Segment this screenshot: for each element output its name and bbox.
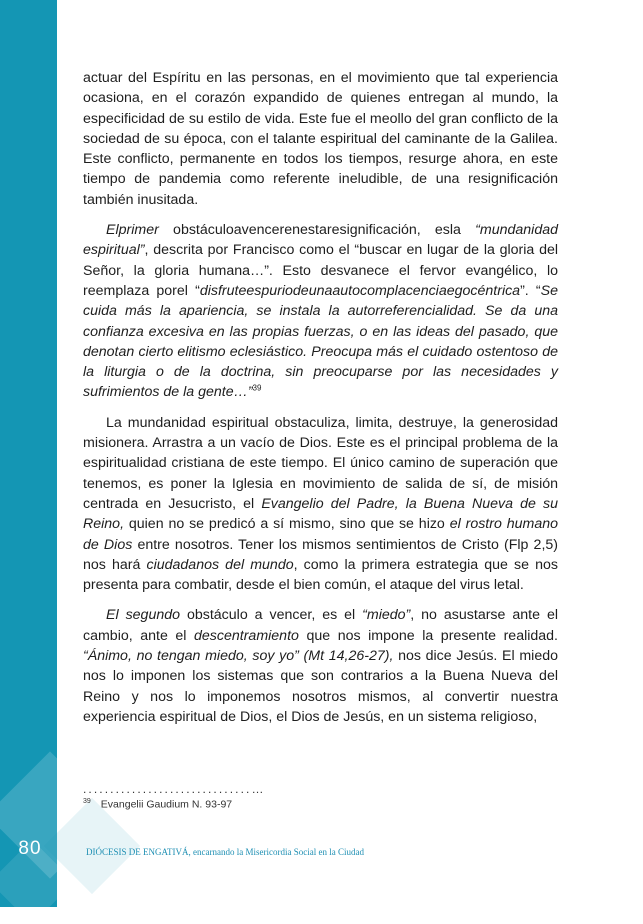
p2-italic-start: Elprimer: [106, 222, 159, 239]
footnote-separator: ...............................…: [83, 782, 266, 796]
p4-italic3: descentramiento: [194, 627, 299, 644]
footnote: [83, 798, 232, 811]
p4-text4: nos dice Jesús. El miedo nos lo imponen los sistemas que son contrarios a la Buena Nueva del Reino y nos lo imponemos nosotros mismos, al convertir nuestra experiencia espiritual de Dios, el Dios de Jesús, en un sistema religioso,: [83, 648, 558, 725]
paragraph-4: [83, 605, 558, 727]
p4-italic1: El segundo: [106, 607, 181, 624]
p2-text1: obstáculoavencerenestaresignificación, esla: [158, 222, 476, 239]
p4-text3: que nos impone la presente realidad.: [298, 627, 558, 644]
p3-italic3: ciudadanos del mundo: [146, 556, 294, 573]
p3-text4: , como la primera estrategia que se nos presenta para combatir, desde el bien común, el ataque del virus letal.: [83, 556, 558, 594]
p3-text3: entre nosotros. Tener los mismos sentimientos de Cristo (Flp 2,5) nos hará: [83, 536, 559, 573]
footer-subtitle: encarnando la Misericordia Social en la Ciudad: [193, 847, 364, 857]
p3-italic2: el rostro humano de Dios: [83, 516, 558, 553]
p2-text3: ”. “: [520, 282, 541, 299]
footer-org: DIÓCESIS DE ENGATIVÁ,: [86, 847, 191, 857]
p2-italic1: “mundanidad espiritual”: [83, 222, 558, 259]
paragraph-2: [83, 220, 558, 403]
p3-italic1: Evangelio del Padre, la Buena Nueva de su Reino,: [83, 495, 559, 533]
paragraph-1: actuar del Espíritu en las personas, en el movimiento que tal experiencia ocasiona, en el corazón expandido de quienes entregan al mundo, la especificidad de su estilo de vida. Este fue el meollo del gran conflicto de la sociedad de su época, con el talante espiritual del caminante de la Galilea. Este conflicto, permanente en todos los tiempos, resurge ahora, en este tiempo de pandemia como referente ineludible, de una resignificación también inusitada.: [83, 70, 558, 208]
footnote-ref: 39: [252, 383, 262, 393]
p4-italic2: “miedo”: [362, 607, 411, 624]
p3-text2: quien no se predicó a sí mismo, sino que se hizo: [124, 516, 450, 533]
page-footer: [86, 847, 364, 857]
page-number: 80: [18, 838, 42, 859]
p2-text2: , descrita por Francisco como el “buscar en lugar de la gloria del Señor, la gloria humana…”. Esto desvanece el fervor evangélico, lo reemplaza porel “: [83, 242, 558, 299]
paragraph-3: [83, 413, 558, 596]
footnote-text: Evangelii Gaudium N. 93-97: [100, 798, 233, 811]
p2-italic3: Se cuida más la apariencia, se instala la autorreferencialidad. Se da una confianza excesiva en las propias fuerzas, o en las ideas del pasado, que denotan cierto elitismo eclesiástico. Preocupa más el cuidado ostentoso de la liturgia o de la doctrina, sin preocuparse por las necesidades y sufrimientos de la gente…”: [83, 282, 558, 401]
p4-text2: , no asustarse ante el cambio, ante el: [83, 607, 558, 644]
p4-italic4: “Ánimo, no tengan miedo, soy yo” (Mt 14,26-27),: [83, 648, 394, 665]
footnote-number: 39: [83, 798, 91, 805]
p3-text1: La mundanidad espiritual obstaculiza, limita, destruye, la generosidad misionera. Arrastra a un vacío de Dios. Este es el principal problema de la espiritualidad cristiana de este tiempo. El único camino de superación que tenemos, es poner la Iglesia en movimiento de salida de sí, de misión centrada en Jesucristo, el: [83, 414, 558, 512]
p2-italic2: disfruteespuriodeunaautocomplacenciaegocéntrica: [199, 282, 521, 299]
body-text: [83, 68, 558, 737]
p4-text1: obstáculo a vencer, es el: [180, 607, 363, 624]
